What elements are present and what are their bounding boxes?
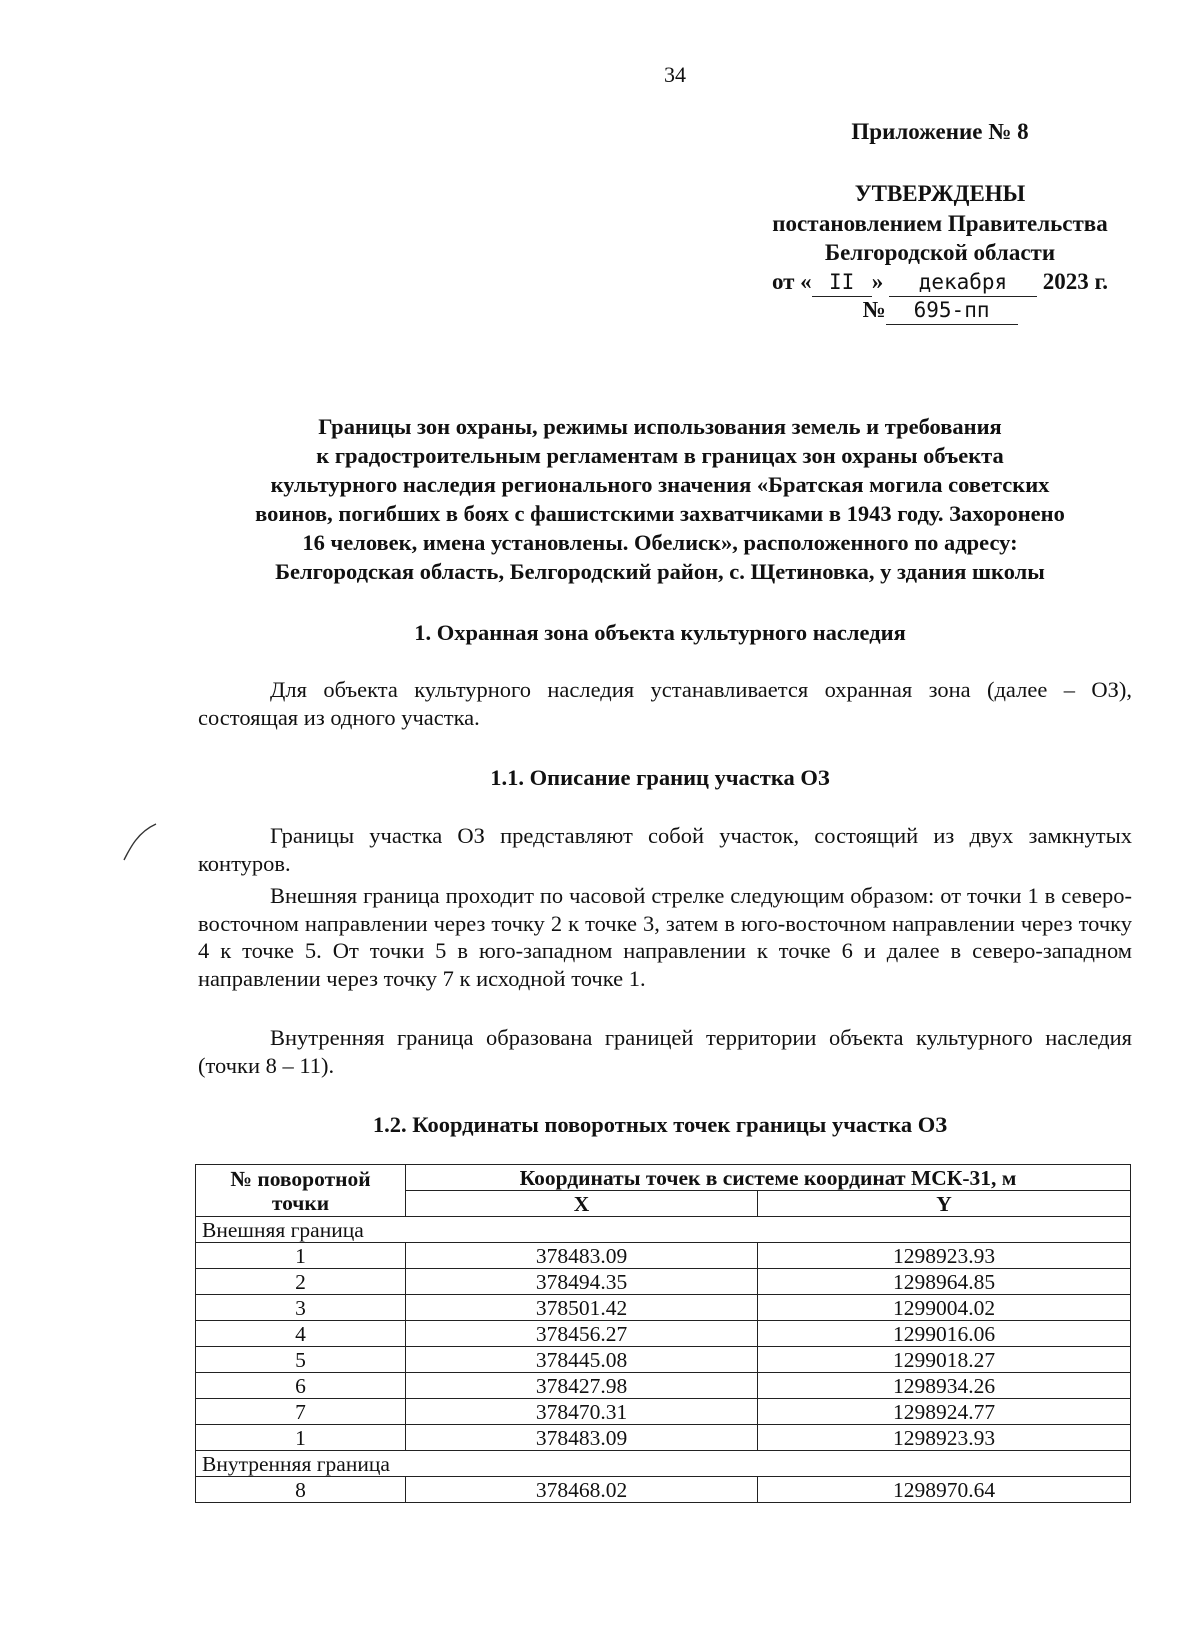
table-row [196, 1269, 1131, 1295]
cell-y: 1298923.93 [758, 1425, 1131, 1451]
title-line: Границы зон охраны, режимы использования земель и требования [318, 414, 1002, 439]
approval-date-line [740, 268, 1140, 297]
cell-y: 1298934.26 [758, 1373, 1131, 1399]
table-row [196, 1321, 1131, 1347]
date-month: декабря [889, 268, 1037, 297]
table-row [196, 1425, 1131, 1451]
cell-x: 378483.09 [406, 1243, 758, 1269]
cell-point: 6 [196, 1373, 406, 1399]
date-day: II [812, 268, 872, 297]
cell-y: 1299018.27 [758, 1347, 1131, 1373]
cell-point: 8 [196, 1477, 406, 1503]
cell-y: 1298970.64 [758, 1477, 1131, 1503]
header-point-number: № поворотной точки [196, 1165, 406, 1217]
page-number: 34 [664, 62, 686, 87]
pen-stroke-mark [120, 820, 162, 864]
inner-boundary-label: Внутренняя граница [196, 1451, 1131, 1477]
title-line: к градостроительным регламентам в границах зон охраны объекта [316, 443, 1004, 468]
document-title [190, 412, 1130, 586]
cell-x: 378470.31 [406, 1399, 758, 1425]
section-1-2-heading: 1.2. Координаты поворотных точек границы участка ОЗ [372, 1112, 948, 1137]
section-1-heading: 1. Охранная зона объекта культурного наследия [414, 620, 906, 645]
header-coordinates: Координаты точек в системе координат МСК-31, м [406, 1165, 1131, 1191]
title-line: 16 человек, имена установлены. Обелиск», расположенного по адресу: [302, 530, 1018, 555]
number-prefix: № [862, 297, 886, 322]
date-prefix: от « [771, 269, 812, 294]
header-y: Y [758, 1191, 1131, 1217]
cell-point: 3 [196, 1295, 406, 1321]
table-row [196, 1399, 1131, 1425]
approval-number-line [740, 296, 1140, 325]
cell-y: 1299016.06 [758, 1321, 1131, 1347]
title-line: культурного наследия регионального значения «Братская могила советских [270, 472, 1050, 497]
cell-y: 1298964.85 [758, 1269, 1131, 1295]
table-row [196, 1243, 1131, 1269]
title-line: Белгородская область, Белгородский район, с. Щетиновка, у здания школы [275, 559, 1045, 584]
cell-point: 5 [196, 1347, 406, 1373]
cell-point: 1 [196, 1425, 406, 1451]
cell-x: 378501.42 [406, 1295, 758, 1321]
group-row-inner [196, 1451, 1131, 1477]
section-1-paragraph: Для объекта культурного наследия устанавливается охранная зона (далее – ОЗ), состоящая из одного участка. [198, 677, 1132, 730]
approved-by-line-2: Белгородской области [824, 240, 1056, 265]
section-1-1-heading: 1.1. Описание границ участка ОЗ [490, 765, 830, 790]
cell-point: 4 [196, 1321, 406, 1347]
cell-x: 378494.35 [406, 1269, 758, 1295]
table-header-row [196, 1165, 1131, 1191]
appendix-label: Приложение № 8 [851, 119, 1029, 144]
cell-y: 1298923.93 [758, 1243, 1131, 1269]
cell-x: 378427.98 [406, 1373, 758, 1399]
approval-number: 695-пп [886, 296, 1018, 325]
approved-by-line-1: постановлением Правительства [772, 211, 1108, 236]
section-1-1-paragraph-3: Внутренняя граница образована границей территории объекта культурного наследия (точки 8 – 11). [198, 1025, 1132, 1078]
coordinates-table [195, 1164, 1131, 1503]
cell-y: 1299004.02 [758, 1295, 1131, 1321]
cell-point: 7 [196, 1399, 406, 1425]
title-line: воинов, погибших в боях с фашистскими захватчиками в 1943 году. Захоронено [255, 501, 1065, 526]
table-row [196, 1373, 1131, 1399]
date-mid: » [871, 269, 884, 294]
cell-x: 378468.02 [406, 1477, 758, 1503]
cell-point: 1 [196, 1243, 406, 1269]
approved-label: УТВЕРЖДЕНЫ [854, 181, 1026, 206]
table-row [196, 1347, 1131, 1373]
cell-point: 2 [196, 1269, 406, 1295]
table-row [196, 1477, 1131, 1503]
cell-x: 378483.09 [406, 1425, 758, 1451]
cell-x: 378445.08 [406, 1347, 758, 1373]
outer-boundary-label: Внешняя граница [196, 1217, 1131, 1243]
cell-y: 1298924.77 [758, 1399, 1131, 1425]
table-row [196, 1295, 1131, 1321]
section-1-1-paragraph-2: Внешняя граница проходит по часовой стрелке следующим образом: от точки 1 в северо-восточном направлении через точку 2 к точке 3, затем в юго-восточном направлении через точку 4 к точке 5. От точки 5 в юго-западном направлении к точке 6 и далее в северо-западном направлении через точку 7 к исходной точке 1. [198, 883, 1132, 991]
cell-x: 378456.27 [406, 1321, 758, 1347]
section-1-1-paragraph-1: Границы участка ОЗ представляют собой участок, состоящий из двух замкнутых контуров. [198, 823, 1132, 876]
group-row-outer [196, 1217, 1131, 1243]
date-year: 2023 г. [1042, 269, 1109, 294]
header-x: X [406, 1191, 758, 1217]
